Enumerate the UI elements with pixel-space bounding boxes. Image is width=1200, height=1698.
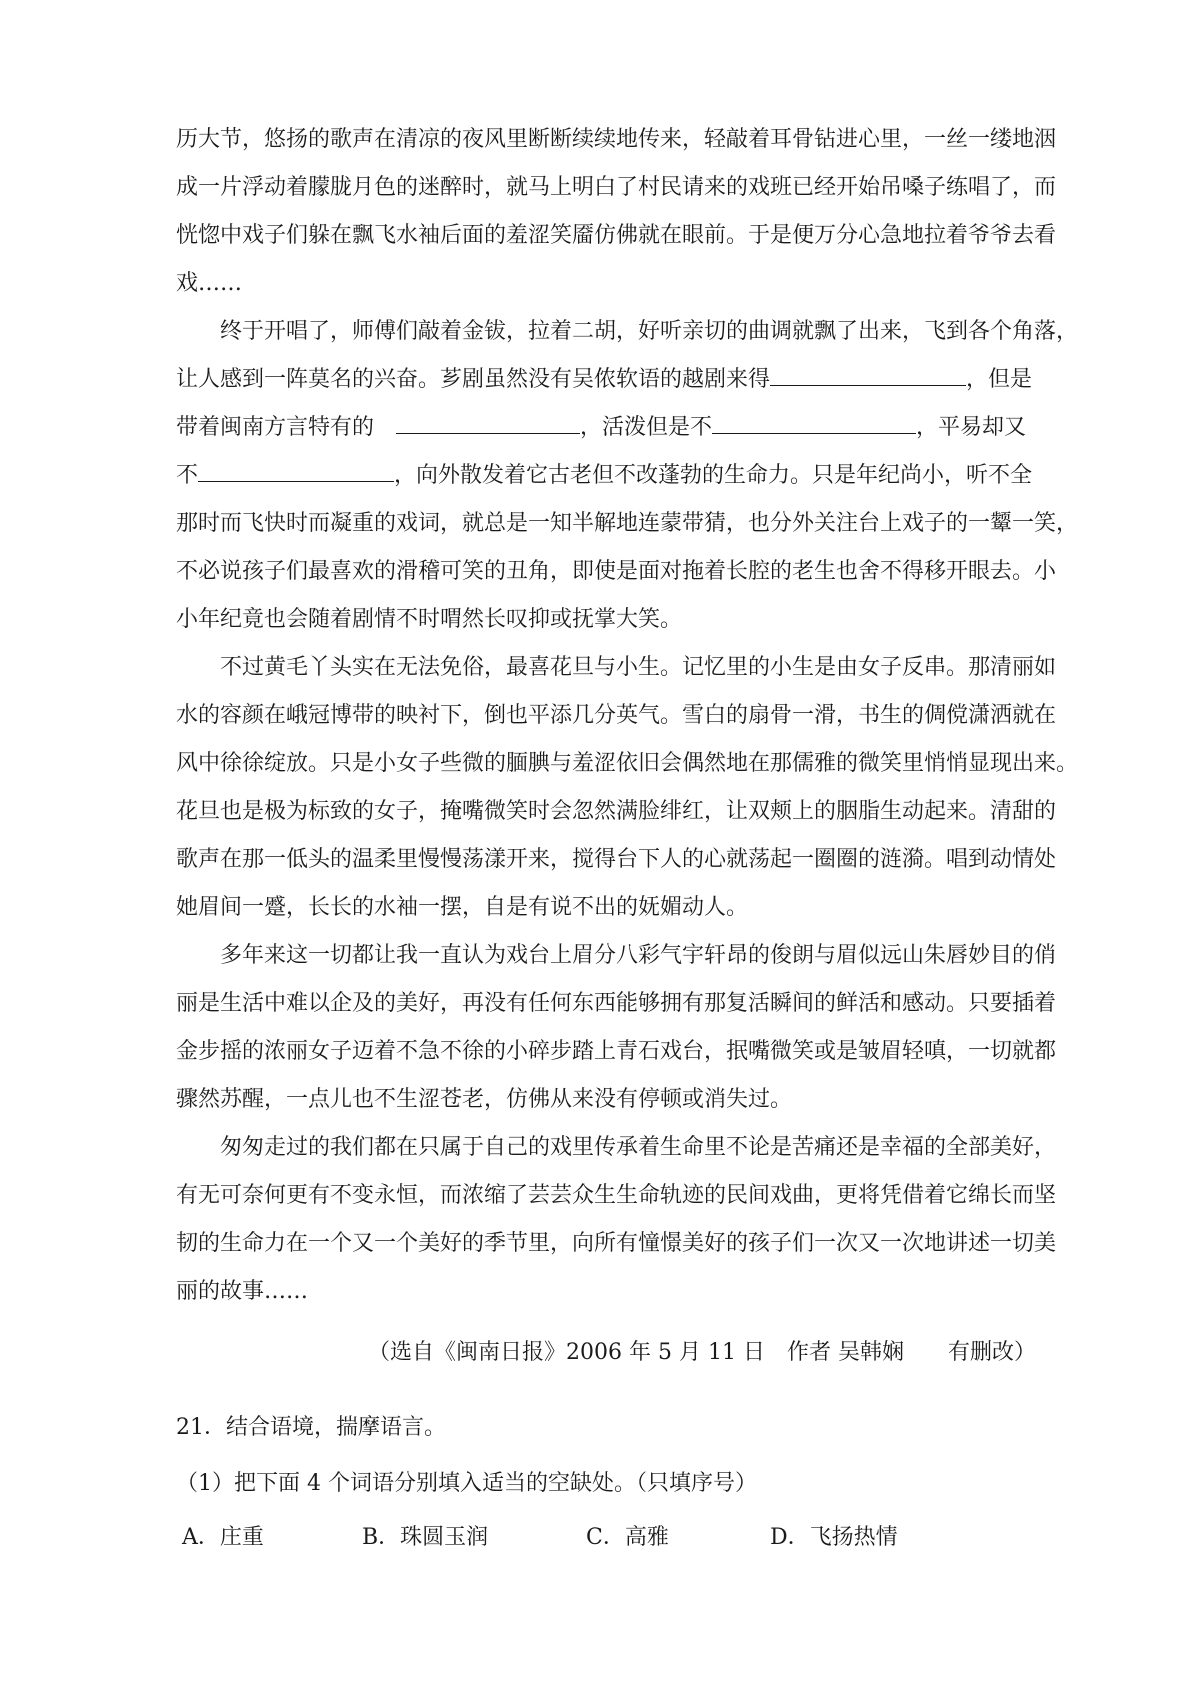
paragraph-4 [176,932,1057,1124]
text-line: 成一片浮动着朦胧月色的迷醉时，就马上明白了村民请来的戏班已经开始吊嗓子练唱了，而 [176,175,1057,200]
text-line: 历大节，悠扬的歌声在清凉的夜风里断断续续地传来，轻敲着耳骨钻进心里，一丝一缕地洇 [176,127,1057,152]
text-line: 多年来这一切都让我一直认为戏台上眉分八彩气宇轩昂的俊朗与眉似远山朱唇妙目的俏 [220,943,1057,968]
fill-blank-1[interactable] [770,359,966,386]
text-line: 韧的生命力在一个又一个美好的季节里，向所有憧憬美好的孩子们一次又一次地讲述一切美 [176,1231,1057,1256]
source-attribution: （选自《闽南日报》2006 年 5 月 11 日 作者 吴韩娴 有删改） [368,1340,1036,1365]
option-a: A．庄重 [182,1525,264,1550]
text-segment: ，活泼但是不 [580,415,713,440]
text-line-with-blank [176,452,1036,500]
paragraph-3 [176,644,1079,932]
fill-blank-3[interactable] [712,407,916,434]
fill-blank-2[interactable] [396,407,580,434]
question-instruction: （1）把下面 4 个词语分别填入适当的空缺处。（只填序号） [176,1471,757,1496]
text-line: 终于开唱了，师傅们敲着金钹，拉着二胡，好听亲切的曲调就飘了出来，飞到各个角落， [220,319,1079,344]
text-segment: 让人感到一阵莫名的兴奋。芗剧虽然没有吴侬软语的越剧来得 [176,367,771,392]
text-segment: ，平易却又 [916,415,1027,440]
text-line: 不过黄毛丫头实在无法免俗，最喜花旦与小生。记忆里的小生是由女子反串。那清丽如 [220,655,1057,680]
text-line: 骤然苏醒，一点儿也不生涩苍老，仿佛从来没有停顿或消失过。 [176,1087,793,1112]
text-line: 风中徐徐绽放。只是小女子些微的腼腆与羞涩依旧会偶然地在那儒雅的微笑里悄悄显现出来。 [176,751,1079,776]
text-segment: ，但是 [966,367,1033,392]
text-segment: ，向外散发着它古老但不改蓬勃的生命力。只是年纪尚小，听不全 [394,463,1033,488]
text-line: 那时而飞快时而凝重的戏词，就总是一知半解地连蒙带猜，也分外关注台上戏子的一颦一笑， [176,511,1079,536]
text-line: 水的容颜在峨冠博带的映衬下，倒也平添几分英气。雪白的扇骨一滑，书生的倜傥潇洒就在 [176,703,1057,728]
text-line: 歌声在那一低头的温柔里慢慢荡漾开来，搅得台下人的心就荡起一圈圈的涟漪。唱到动情处 [176,847,1057,872]
text-line: 匆匆走过的我们都在只属于自己的戏里传承着生命里不论是苦痛还是幸福的全部美好， [220,1135,1057,1160]
text-line: 她眉间一蹙，长长的水袖一摆，自是有说不出的妩媚动人。 [176,895,749,920]
text-line: 丽是生活中难以企及的美好，再没有任何东西能够拥有那复活瞬间的鲜活和感动。只要插着 [176,991,1057,1016]
option-c: C．高雅 [586,1525,669,1550]
text-line: 金步摇的浓丽女子迈着不急不徐的小碎步踏上青石戏台，抿嘴微笑或是皱眉轻嗔，一切就都 [176,1039,1057,1064]
text-segment: 带着闽南方言特有的 [176,415,375,440]
option-b: B．珠圆玉润 [362,1525,489,1550]
text-segment: 不 [176,463,199,488]
question-title: 21．结合语境，揣摩语言。 [176,1415,446,1440]
text-line: 戏…… [176,271,243,296]
fill-blank-4[interactable] [198,455,394,482]
text-line: 不必说孩子们最喜欢的滑稽可笑的丑角，即使是面对拖着长腔的老生也舍不得移开眼去。小 [176,559,1057,584]
option-d: D．飞扬热情 [770,1525,898,1550]
text-line: 有无可奈何更有不变永恒，而浓缩了芸芸众生生命轨迹的民间戏曲，更将凭借着它绵长而坚 [176,1183,1057,1208]
paragraph-2 [176,308,1079,644]
paragraph-1 [176,116,1057,308]
text-line-with-blank [176,356,1036,404]
text-line: 小年纪竟也会随着剧情不时喟然长叹抑或抚掌大笑。 [176,607,683,632]
text-line: 丽的故事…… [176,1279,309,1304]
paragraph-5 [176,1124,1057,1316]
text-line: 恍惚中戏子们躲在飘飞水袖后面的羞涩笑靥仿佛就在眼前。于是便万分心急地拉着爷爷去看 [176,223,1057,248]
text-line: 花旦也是极为标致的女子，掩嘴微笑时会忽然满脸绯红，让双颊上的胭脂生动起来。清甜的 [176,799,1057,824]
text-line-with-blank [176,404,1036,452]
